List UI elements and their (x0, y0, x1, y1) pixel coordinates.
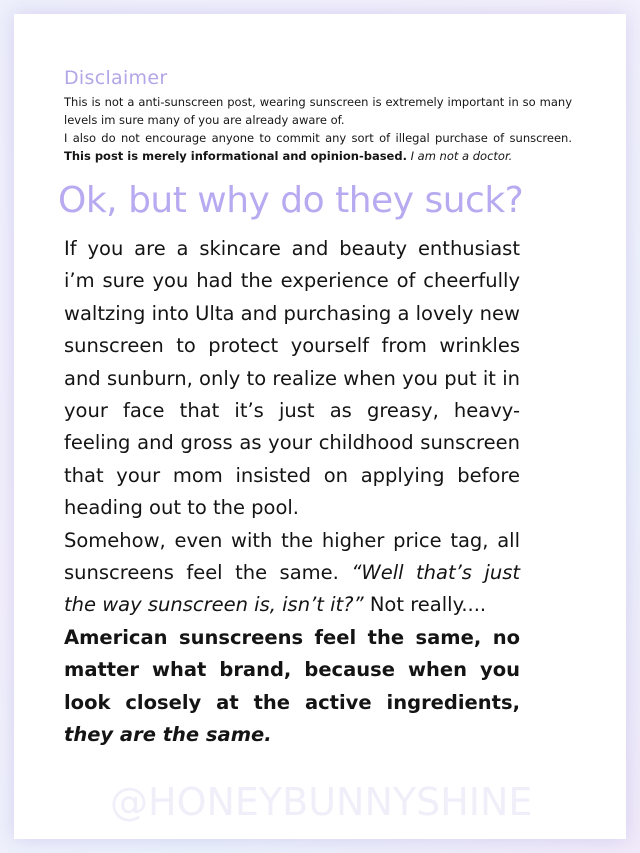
body-paragraph-3 (64, 622, 520, 752)
disclaimer-p2-text: I also do not encourage anyone to commit any sort of illegal purchase of sunscreen. (64, 131, 572, 145)
disclaimer-p2-bold: This post is merely informational and opinion-based. (64, 149, 407, 163)
body-p2-quote: “Well that’s just the way sunscreen is, isn’t it?” (64, 561, 521, 617)
body-p2-end: Not really.... (363, 593, 487, 617)
disclaimer-p2-italic: I am not a doctor. (410, 149, 513, 163)
body-p3-bold: American sunscreens feel the same, no matter what brand, because when you look closely at the active ingredients, (64, 625, 520, 714)
watermark: @HONEYBUNNYSHINE (110, 780, 533, 824)
disclaimer-title: Disclaimer (64, 67, 168, 89)
body-p3-bold-italic: they are the same. (64, 723, 272, 747)
disclaimer-paragraph-2 (64, 129, 572, 165)
body-paragraph-1: If you are a skincare and beauty enthusiast i’m sure you had the experience of cheerfully waltzing into Ulta and purchasing a lovely new sunscreen to protect yourself from wrinkles and sunburn, only to realize when you put it in your face that it’s just as greasy, heavy-feeling and gross as your childhood sunscreen that your mom insisted on applying before heading out to the pool. (64, 237, 520, 520)
post-content (58, 66, 572, 752)
body-paragraph-2 (64, 525, 520, 622)
disclaimer-paragraph-1: This is not a anti-sunscreen post, wearing sunscreen is extremely important in so many levels im sure many of you are already aware of. (64, 95, 572, 127)
headline: Ok, but why do they suck? (58, 180, 524, 221)
body-p2-text: Somehow, even with the higher price tag, all sunscreens feel the same. (64, 528, 520, 585)
